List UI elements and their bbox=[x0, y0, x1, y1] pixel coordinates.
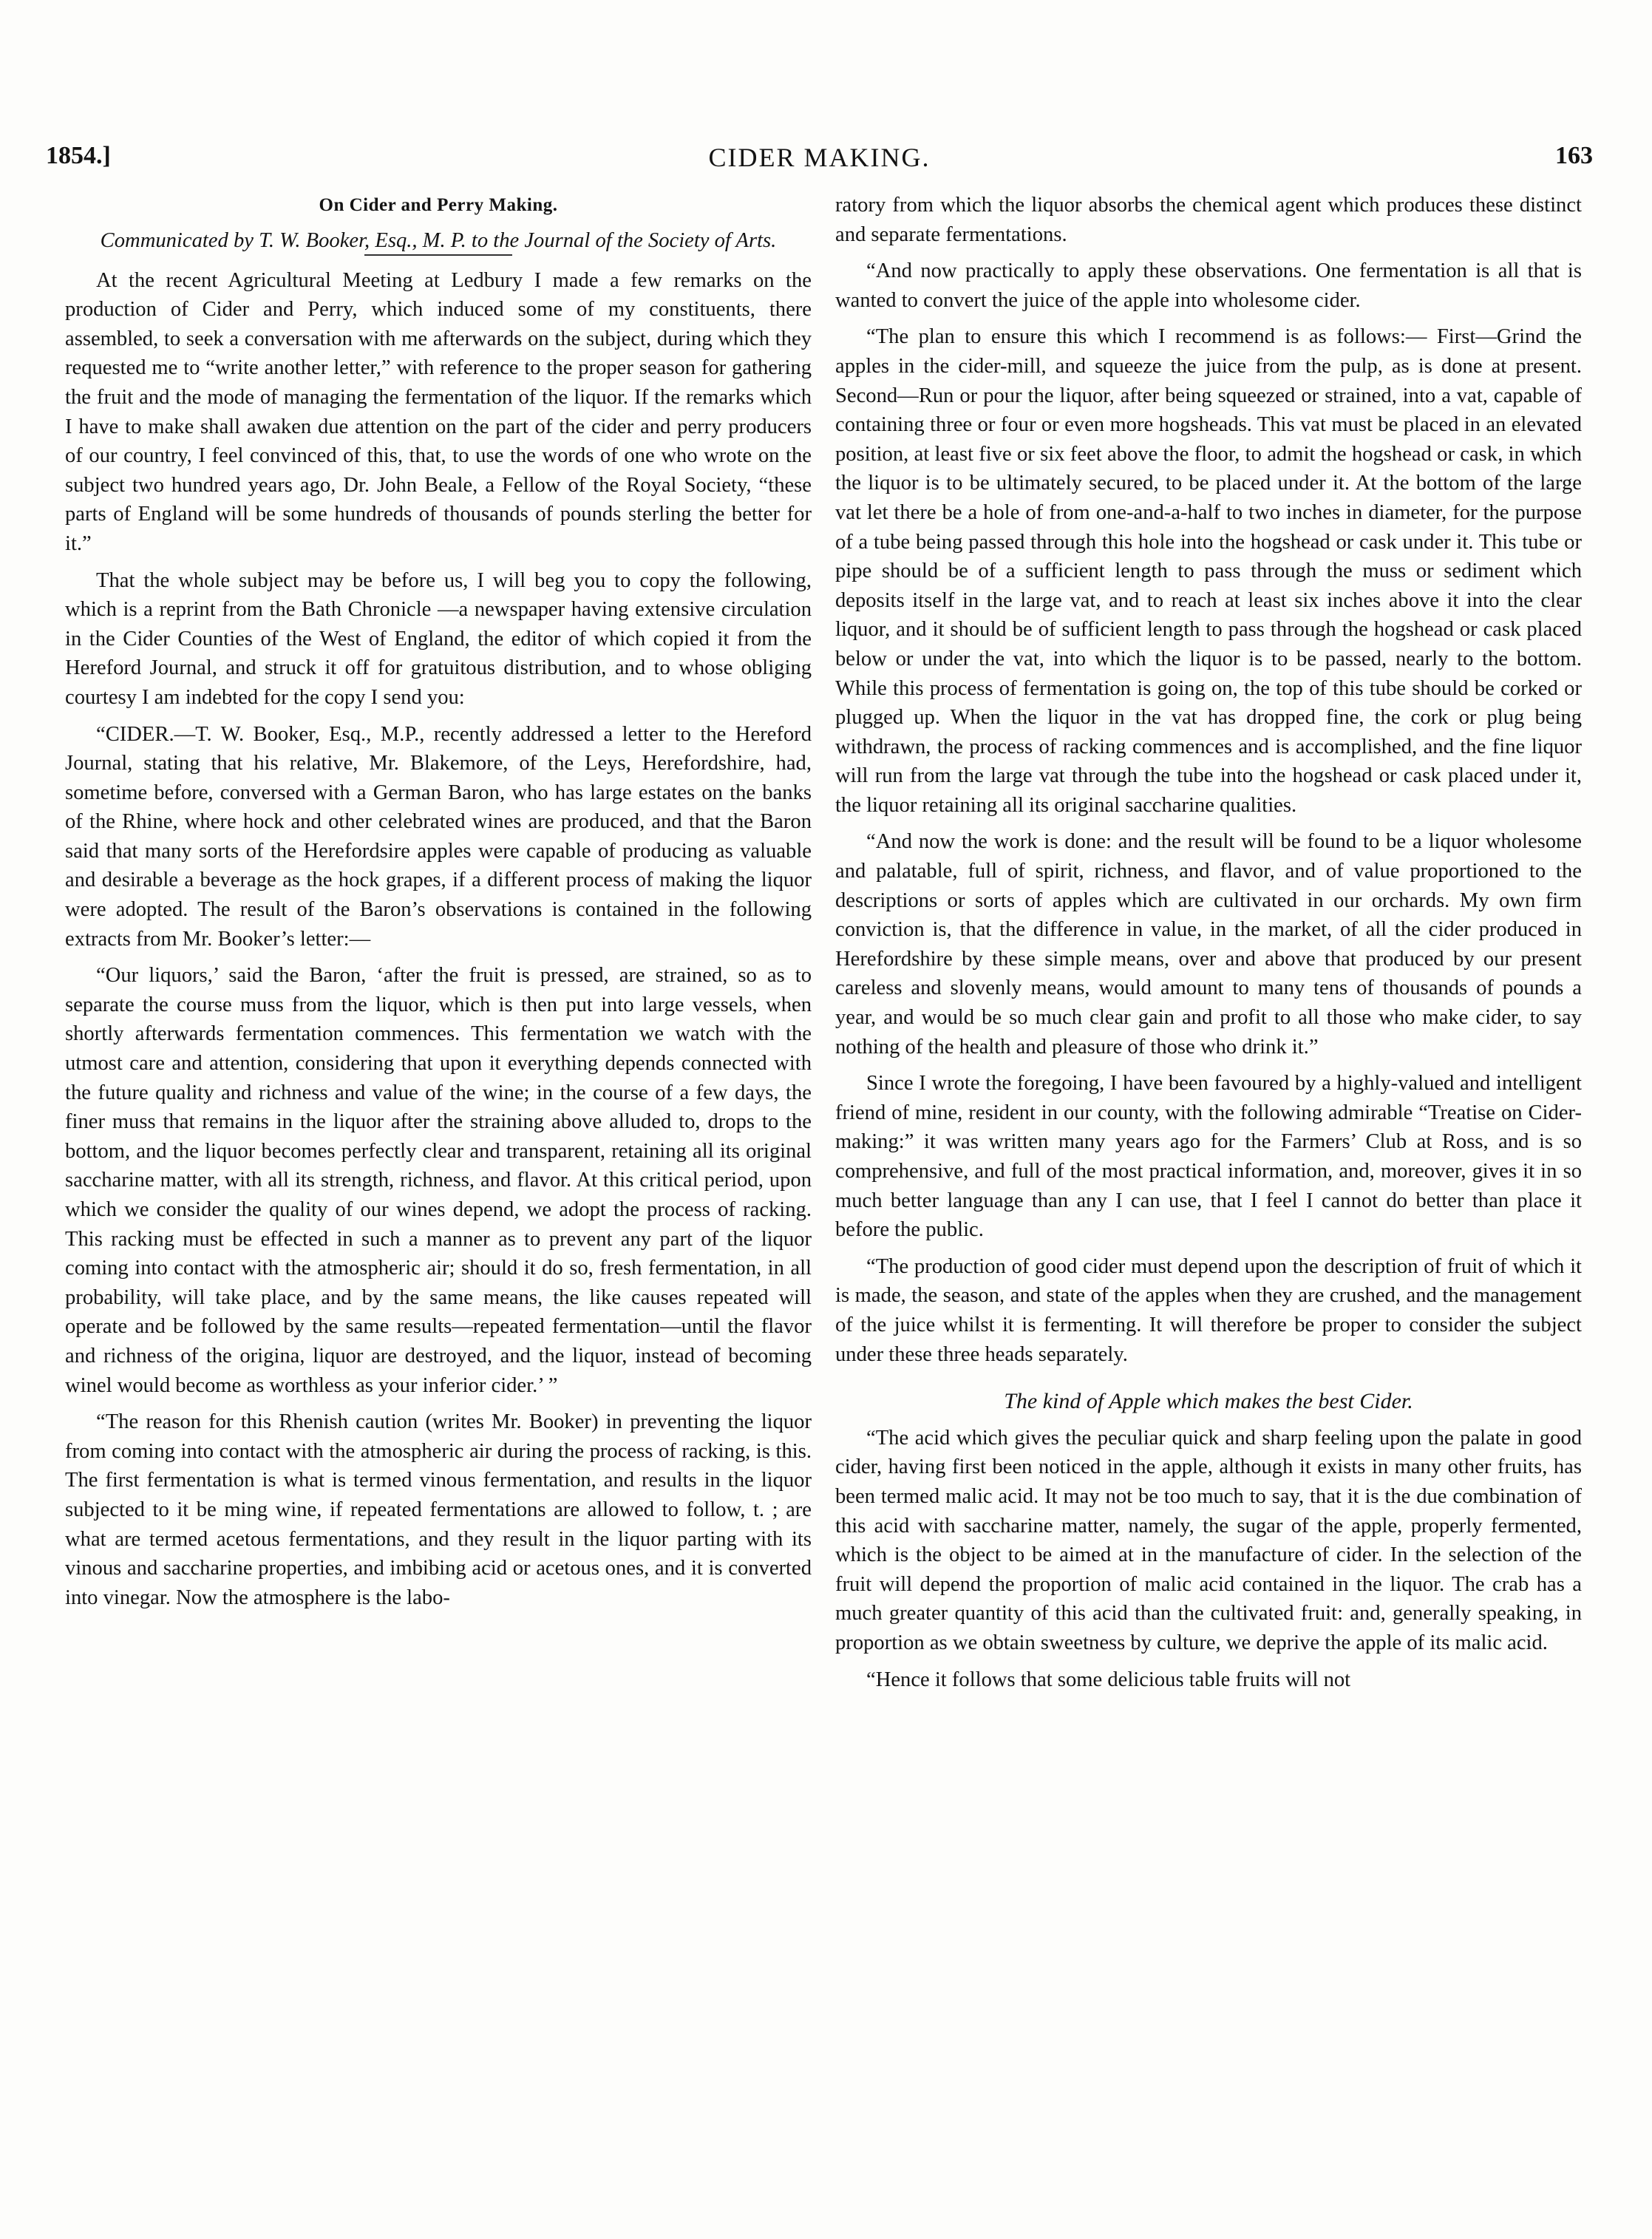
paragraph: At the recent Agricultural Meeting at Ledbury I made a few remarks on the production of Cider and Perry, which induced some of my constituents, there assembled, to seek a conversation with me afterwards on the subject, during which they requested me to “write another letter,” with reference to the proper season for gathering the fruit and the mode of managing the fermentation of the liquor. If the remarks which I have to make shall awaken due attention on the part of the cider and perry producers of our country, I feel convinced of this, that, to use the words of one who wrote on the subject two hundred years ago, Dr. John Beale, a Fellow of the Royal Society, “these parts of England will be some hundreds of thousands of pounds sterling the better for it.” bbox=[65, 268, 812, 555]
paragraph: That the whole subject may be before us, I will beg you to copy the following, which is a reprint from the Bath Chronicle —a newspaper having extensive circulation in the Cider Counties of the West of England, the editor of which copied it from the Hereford Journal, and struck it off for gratuitous distribution, and to whose obliging courtesy I am indebted for the copy I send you: bbox=[65, 568, 812, 709]
title-rule bbox=[364, 254, 512, 256]
page-number: 163 bbox=[1555, 142, 1593, 169]
running-head bbox=[46, 142, 1593, 179]
left-column bbox=[65, 191, 812, 1612]
communicated-line: Communicated by T. W. Booker, Esq., M. P. to the Journal of the Society of Arts. bbox=[100, 228, 777, 252]
paragraph: “The reason for this Rhenish caution (writes Mr. Booker) in preventing the liquor from coming into contact with the atmospheric air during the process of racking, is this. The first fermentation is what is termed vinous fermentation, and results in the liquor subjected to it be ming wine, if repeated fermentations are allowed to follow, t. ; are what are termed acetous fermentations, and they result in the liquor parting with its vinous and saccharine properties, and imbibing acid or acetous ones, and it is converted into vinegar. Now the atmosphere is the labo- bbox=[65, 1410, 812, 1609]
paragraph: “CIDER.—T. W. Booker, Esq., M.P., recently addressed a letter to the Hereford Journal, stating that his relative, Mr. Blakemore, of the Leys, Herefordshire, had, sometime before, conversed with a German Baron, who has large estates on the banks of the Rhine, where hock and other celebrated wines are produced, and that the Baron said that many sorts of the Herefordsire apples were capable of producing as valuable and desirable a beverage as the hock grapes, if a different process of making the liquor were adopted. The result of the Baron’s observations is contained in the following extracts from Mr. Booker’s letter:— bbox=[65, 722, 812, 951]
header-title: CIDER MAKING. bbox=[708, 143, 931, 172]
paragraph: “The production of good cider must depend upon the description of fruit of which it is made, the season, and state of the apples when they are crushed, and the management of the juice whilst it is fermenting. It will therefore be proper to consider the subject under these three heads separately. bbox=[835, 1254, 1582, 1366]
right-column bbox=[835, 191, 1582, 1694]
section-heading: The kind of Apple which makes the best Cider. bbox=[1004, 1389, 1413, 1414]
header-year: 1854.] bbox=[46, 142, 111, 169]
paragraph: “And now the work is done: and the result will be found to be a liquor wholesome and palatable, full of spirit, richness, and flavor, and of value proportioned to the descriptions or sorts of apples which are cultivated in our orchards. My own firm conviction is, that the difference in value, in the market, of all the cider produced in Herefordshire by these simple means, over and above that produced by our present careless and slovenly means, would amount to many tens of thousands of pounds a year, and would be so much clear gain and profit to all those who make cider, to say nothing of the health and pleasure of those who drink it.” bbox=[835, 830, 1582, 1059]
paragraph: “And now practically to apply these observations. One fermentation is all that is wanted to convert the juice of the apple into wholesome cider. bbox=[835, 259, 1582, 312]
paragraph-continued: ratory from which the liquor absorbs the chemical agent which produces these distinct and separate fermentations. bbox=[835, 194, 1582, 246]
paragraph: Since I wrote the foregoing, I have been favoured by a highly-valued and intelligent friend of mine, resident in our county, with the following admirable “Treatise on Cider-making:” it was written many years ago for the Farmers’ Club at Ross, and is so comprehensive, and full of the most practical information, and, moreover, gives it in so much better language than any I can use, that I feel I cannot do better than place it before the public. bbox=[835, 1072, 1582, 1242]
paragraph: “Hence it follows that some delicious table fruits will not bbox=[866, 1668, 1351, 1691]
paragraph: “The acid which gives the peculiar quick and sharp feeling upon the palate in good cider, having first been noticed in the apple, although it exists in many other fruits, has been termed malic acid. It may not be too much to say, that it is the due combination of this acid with saccharine matter, namely, the sugar of the apple, properly fermented, which is the object to be aimed at in the manufacture of cider. In the selection of the fruit will depend the proportion of malic acid contained in the liquor. The crab has a much greater quantity of this acid than the cultivated fruit: and, generally speaking, in proportion as we obtain sweetness by culture, we deprive the apple of its malic acid. bbox=[835, 1426, 1582, 1654]
paragraph: “Our liquors,’ said the Baron, ‘after the fruit is pressed, are strained, so as to separate the course muss from the liquor, which is then put into large vessels, when shortly afterwards fermentation commences. This fermentation we watch with the utmost care and attention, considering that upon it everything depends connected with the future quality and richness and value of the wine; in the course of a few days, the finer muss that remains in the liquor after the straining above alluded to, drops to the bottom, and the liquor becomes perfectly clear and transparent, retaining all its original saccharine matter, with all its strength, richness, and flavor. At this critical period, upon which we consider the quality of our wines depend, we adopt the process of racking. This racking must be effected in such a manner as to prevent any part of the liquor coming into contact with the atmospheric air; should it do so, fresh fermentation, in all probability, will take place, and by the same means, the like causes repeated will operate and be followed by the same results—repeated fermentation—until the flavor and richness of the origina, liquor are destroyed, and the liquor, instead of becoming winel would become as worthless as your inferior cider.’ ” bbox=[65, 964, 812, 1397]
paragraph: “The plan to ensure this which I recommend is as follows:— First—Grind the apples in the cider-mill, and squeeze the juice from the pulp, as is done at present. Second—Run or pour the liquor, after being squeezed or strained, into a vat, capable of containing three or four or even more hogsheads. This vat must be placed in an elevated position, at least five or six feet above the floor, to admit the hogshead or cask, in which the liquor is to be ultimately secured, to be placed under it. At the bottom of the large vat let there be a hole of from one-and-a-half to two inches in diameter, for the purpose of a tube being passed through this hole into the hogshead or cask under it. This tube or pipe should be of a sufficient length to pass through the muss or sediment which deposits itself in the large vat, and to reach at least six inches above it into the clear liquor, and it should be of sufficient length to pass through the hogshead or cask placed below or under the vat, into which the liquor is to be passed, nearly to the bottom. While this process of fermentation is going on, the top of this tube should be corked or plugged up. When the liquor in the vat has dropped fine, the cork or plug being withdrawn, the process of racking commences and is accomplished, and the fine liquor will run from the large vat through the tube into the hogshead or cask placed under it, the liquor retaining all its original saccharine qualities. bbox=[835, 325, 1582, 817]
article-title: On Cider and Perry Making. bbox=[319, 195, 558, 215]
